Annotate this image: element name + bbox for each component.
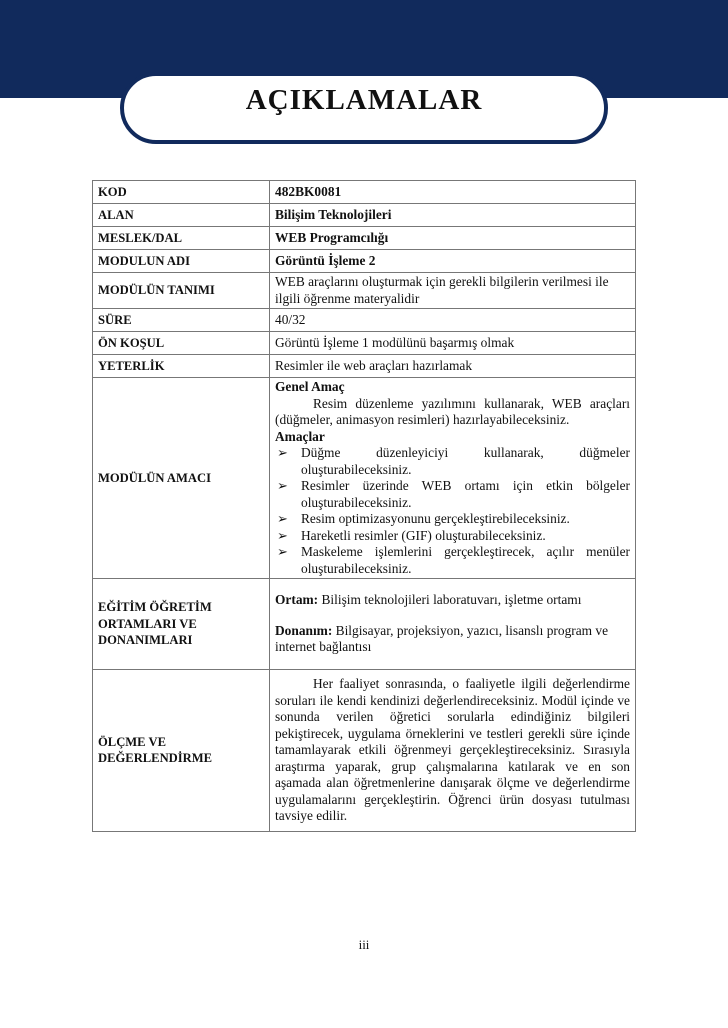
row-value-alan: Bilişim Teknolojileri bbox=[270, 204, 636, 227]
row-label-tanim: MODÜLÜN TANIMI bbox=[93, 273, 270, 309]
table-row bbox=[93, 204, 636, 227]
arrow-bullet-icon: ➢ bbox=[277, 527, 288, 543]
arrow-bullet-icon: ➢ bbox=[277, 478, 288, 493]
row-label-modul-adi: MODULUN ADI bbox=[93, 250, 270, 273]
row-value-on-kosul: Görüntü İşleme 1 modülünü başarmış olmak bbox=[270, 332, 636, 355]
list-item: ➢ Resimler üzerinde WEB ortamı için etkin bölgeler oluşturabileceksiniz. bbox=[277, 478, 630, 510]
genel-amac-heading: Genel Amaç bbox=[275, 379, 345, 394]
row-value-tanim: WEB araçlarını oluşturmak için gerekli bilgilerin verilmesi ile ilgili öğrenme materyalidir bbox=[270, 273, 636, 309]
table-row bbox=[93, 670, 636, 832]
page-number: iii bbox=[358, 937, 370, 952]
row-value-kod: 482BK0081 bbox=[270, 181, 636, 204]
row-label-on-kosul: ÖN KOŞUL bbox=[93, 332, 270, 355]
row-value-meslek: WEB Programcılığı bbox=[270, 227, 636, 250]
row-label-sure: SÜRE bbox=[93, 309, 270, 332]
row-value-ortam bbox=[270, 579, 636, 670]
list-item: ➢ Düğme düzenleyiciyi kullanarak, düğmeler oluşturabileceksiniz. bbox=[277, 445, 630, 477]
list-item: ➢ Resim optimizasyonunu gerçekleştirebileceksiniz. bbox=[277, 511, 570, 526]
page-title: AÇIKLAMALAR bbox=[245, 84, 483, 116]
table-row bbox=[93, 227, 636, 250]
arrow-bullet-icon: ➢ bbox=[277, 511, 288, 526]
row-label-meslek: MESLEK/DAL bbox=[93, 227, 270, 250]
arrow-bullet-icon: ➢ bbox=[277, 544, 288, 559]
amaclar-heading: Amaçlar bbox=[275, 428, 325, 444]
row-label-olcme: ÖLÇME VE DEĞERLENDİRME bbox=[93, 670, 270, 832]
row-value-olcme bbox=[270, 670, 636, 832]
row-label-alan: ALAN bbox=[93, 204, 270, 227]
module-info-table bbox=[92, 180, 636, 832]
olcme-text: Her faaliyet sonrasında, o faaliyetle ilgili değerlendirme soruları ile kendi kendinizi değerlendireceksiniz. Modül içinde ve sonunda verilen öğretici sorularla edindiğiniz bilgileri pekiştirecek, uygulama örneklerini ve testleri gerekli süre içinde tamamlayarak etkili öğrenmeyi gerçekleştireceksiniz. Sırasıyla araştırma yaparak, grup çalışmalarına katılarak ve en son aşamada alan öğretmenlerine danışarak ölçme ve değerlendirme uygulamalarını gerçekleştirin. Öğrenci ürün dosyası tutulması tavsiye edilir. bbox=[275, 676, 630, 823]
table-row bbox=[93, 250, 636, 273]
row-value-amac bbox=[270, 378, 636, 579]
table-row bbox=[93, 579, 636, 670]
table-row bbox=[93, 181, 636, 204]
table-row bbox=[93, 309, 636, 332]
table-row bbox=[93, 332, 636, 355]
row-label-kod: KOD bbox=[93, 181, 270, 204]
row-label-ortam: EĞİTİM ÖĞRETİM ORTAMLARI VE DONANIMLARI bbox=[93, 579, 270, 670]
row-label-yeterlik: YETERLİK bbox=[93, 355, 270, 378]
row-value-modul-adi: Görüntü İşleme 2 bbox=[270, 250, 636, 273]
table-row bbox=[93, 378, 636, 579]
genel-amac-text: Resim düzenleme yazılımını kullanarak, WEB araçları (düğmeler, animasyon resimleri) hazırlayabileceksiniz. bbox=[275, 395, 630, 427]
donanim-line: Donanım: Bilgisayar, projeksiyon, yazıcı, lisanslı program ve internet bağlantısı bbox=[275, 622, 609, 655]
amaclar-list bbox=[275, 445, 630, 577]
list-item: ➢ Hareketli resimler (GIF) oluşturabileceksiniz. bbox=[277, 527, 546, 543]
row-value-yeterlik: Resimler ile web araçları hazırlamak bbox=[270, 355, 636, 378]
list-item: ➢ Maskeleme işlemlerini gerçekleştirecek, açılır menüler oluşturabileceksiniz. bbox=[277, 544, 630, 576]
row-label-amac: MODÜLÜN AMACI bbox=[93, 378, 270, 579]
arrow-bullet-icon: ➢ bbox=[277, 445, 288, 460]
table-row bbox=[93, 273, 636, 309]
table-row bbox=[93, 355, 636, 378]
ortam-line: Ortam: Bilişim teknolojileri laboratuvarı, işletme ortamı bbox=[275, 592, 582, 608]
row-value-sure: 40/32 bbox=[270, 309, 636, 332]
